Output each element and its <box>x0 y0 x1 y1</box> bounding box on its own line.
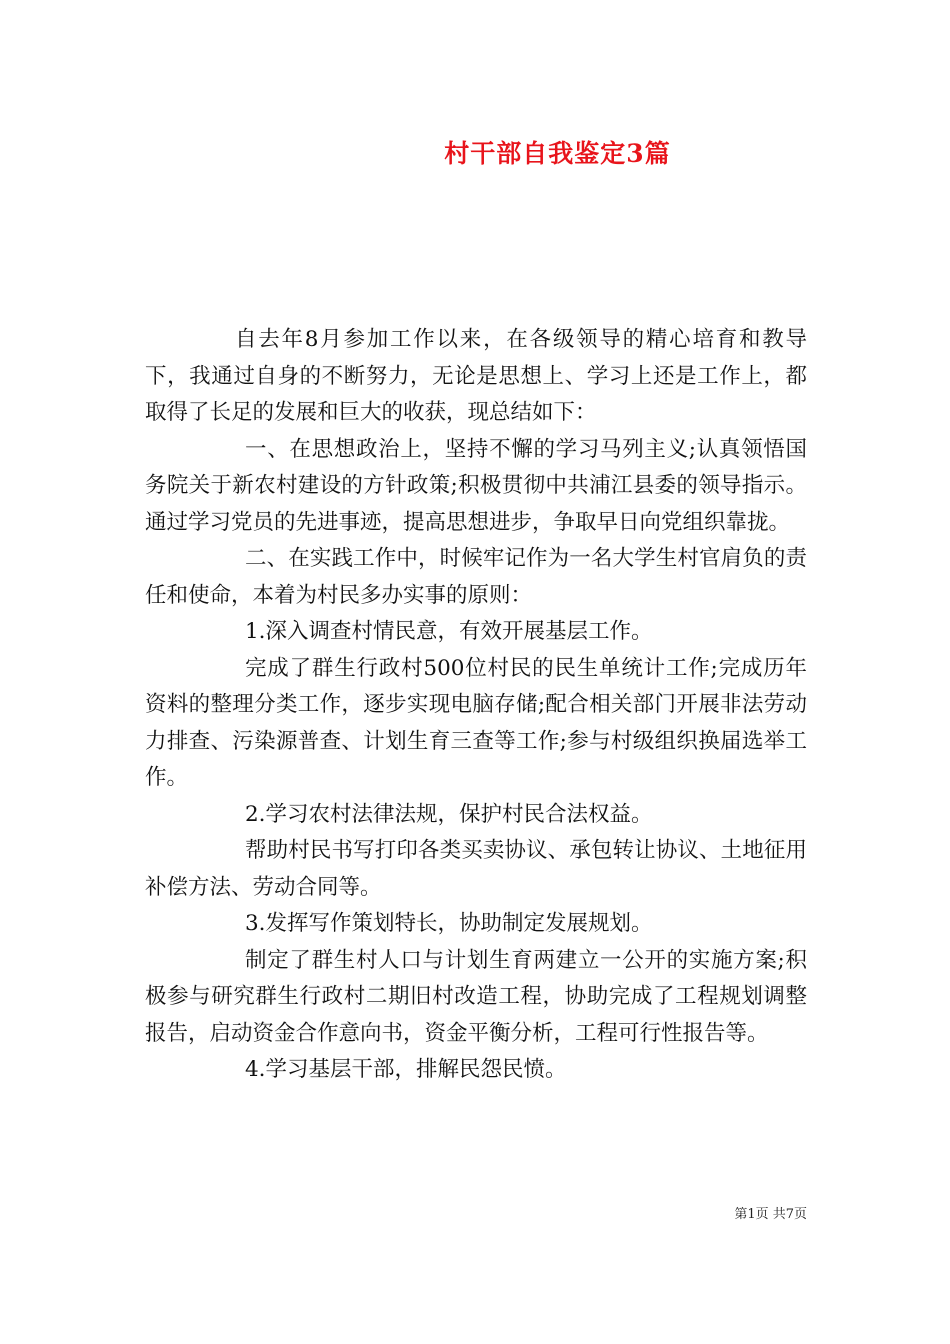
page-number-footer: 第1页 共7页 <box>734 1207 807 1222</box>
paragraph-item-1-body: 完成了群生行政村500位村民的民生单统计工作;完成历年资料的整理分类工作，逐步实现电脑存储;配合相关部门开展非法劳动力排查、污染源普查、计划生育三查等工作;参与村级组织换届选举工作。 <box>145 655 807 790</box>
paragraph-section-1: 一、在思想政治上，坚持不懈的学习马列主义;认真领悟国务院关于新农村建设的方针政策;积极贯彻中共浦江县委的领导指示。通过学习党员的先进事迹，提高思想进步，争取早日向党组织靠拢。 <box>145 436 807 535</box>
paragraph-item-3-body: 制定了群生村人口与计划生育两建立一公开的实施方案;积极参与研究群生行政村二期旧村改造工程，协助完成了工程规划调整报告，启动资金合作意向书，资金平衡分析，工程可行性报告等。 <box>145 947 807 1046</box>
paragraph-section-2: 二、在实践工作中，时候牢记作为一名大学生村官肩负的责任和使命，本着为村民多办实事的原则： <box>145 546 807 608</box>
paragraph-item-4-heading: 4.学习基层干部，排解民怨民愤。 <box>245 1057 567 1082</box>
paragraph-intro: 自去年8月参加工作以来，在各级领导的精心培育和教导下，我通过自身的不断努力，无论是思想上、学习上还是工作上，都取得了长足的发展和巨大的收获，现总结如下： <box>145 327 807 425</box>
paragraph-item-3-heading: 3.发挥写作策划特长，协助制定发展规划。 <box>245 911 653 936</box>
paragraph-item-2-heading: 2.学习农村法律法规，保护村民合法权益。 <box>245 801 653 827</box>
paragraph-item-2-body: 帮助村民书写打印各类买卖协议、承包转让协议、土地征用补偿方法、劳动合同等。 <box>145 838 807 900</box>
paragraph-item-1-heading: 1.深入调查村情民意，有效开展基层工作。 <box>245 619 653 644</box>
document-title: 村干部自我鉴定3篇 <box>444 139 671 168</box>
document-body <box>145 322 807 1089</box>
